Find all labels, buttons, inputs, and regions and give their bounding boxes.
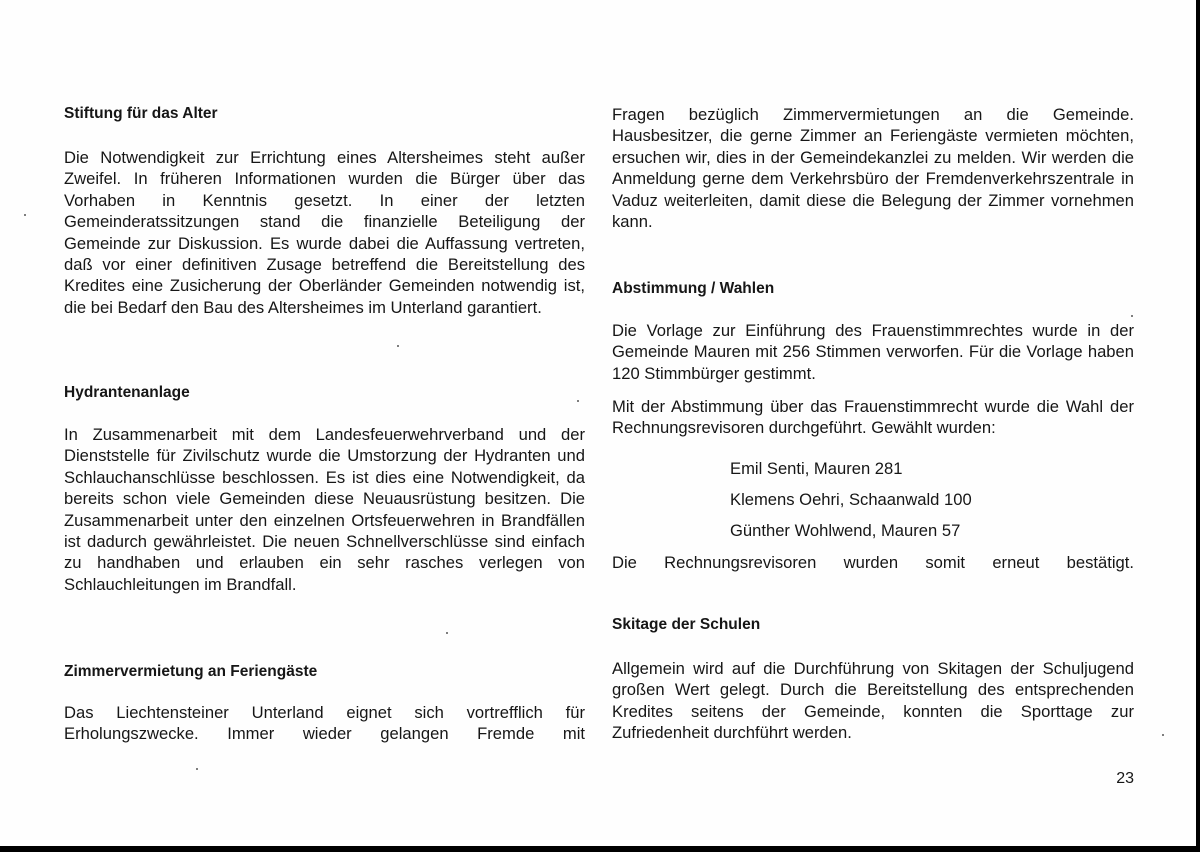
heading-stiftung-fuer-das-alter: Stiftung für das Alter [64, 105, 218, 122]
scan-speck [196, 768, 198, 770]
paragraph-zimmervermietung: Das Liechtensteiner Unterland eignet sich vortrefflich für Erholungszwecke. Immer wieder gelangen Fremde mit [64, 703, 585, 744]
scan-speck [577, 400, 579, 402]
elected-person: Klemens Oehri, Schaanwald 100 [730, 490, 972, 509]
scan-speck [24, 214, 26, 216]
paragraph-hydrantenanlage: In Zusammenarbeit mit dem Landesfeuerwehrverband und der Dienststelle für Zivilschutz wurde die Umstorzung der Hydranten und Schlauchanschlüsse beschlossen. Es ist dies eine Notwendigkeit, da bereits schon viele Gemeinden diese Neuausrüstung besitzen. Die Zusammenarbeit unter den einzelnen Ortsfeuerwehren in Brandfällen ist dadurch gewährleistet. Die neuen Schnellverschlüsse sind einfach zu handhaben und erlauben ein sehr rasches verlegen von Schlauchleitungen im Brandfall. [64, 425, 585, 594]
paragraph-bestaetigung: Die Rechnungsrevisoren wurden somit erneut bestätigt. [612, 553, 1134, 572]
scan-speck [1131, 315, 1133, 317]
page-number: 23 [1116, 770, 1134, 787]
paragraph-frauenstimmrecht-vorlage: Die Vorlage zur Einführung des Frauenstimmrechtes wurde in der Gemeinde Mauren mit 256 Stimmen verworfen. Für die Vorlage haben 120 Stimmbürger gestimmt. [612, 321, 1134, 383]
paragraph-zimmervermietung-continued: Fragen bezüglich Zimmervermietungen an die Gemeinde. Hausbesitzer, die gerne Zimmer an Feriengäste vermieten möchten, ersuchen wir, dies in der Gemeindekanzlei zu melden. Wir werden die Anmeldung gerne dem Verkehrsbüro der Fremdenverkehrszentrale in Vaduz weiterleiten, damit diese die Belegung der Zimmer vornehmen kann. [612, 105, 1134, 232]
heading-abstimmung-wahlen: Abstimmung / Wahlen [612, 280, 775, 297]
heading-zimmervermietung: Zimmervermietung an Feriengäste [64, 663, 318, 680]
heading-skitage-der-schulen: Skitage der Schulen [612, 616, 761, 633]
elected-person: Emil Senti, Mauren 281 [730, 459, 903, 478]
heading-hydrantenanlage: Hydrantenanlage [64, 384, 190, 401]
scan-speck [397, 345, 399, 347]
paragraph-skitage: Allgemein wird auf die Durchführung von Skitagen der Schuljugend großen Wert gelegt. Durch die Bereitstellung des entsprechenden Kredites seitens der Gemeinde, konnten die Sporttage zur Zufriedenheit durchführt werden. [612, 659, 1134, 743]
scan-speck [1162, 734, 1164, 736]
elected-person: Günther Wohlwend, Mauren 57 [730, 521, 961, 540]
paragraph-wahl-rechnungsrevisoren: Mit der Abstimmung über das Frauenstimmrecht wurde die Wahl der Rechnungsrevisoren durchgeführt. Gewählt wurden: [612, 397, 1134, 438]
paragraph-stiftung: Die Notwendigkeit zur Errichtung eines Altersheimes steht außer Zweifel. In früheren Informationen wurden die Bürger über das Vorhaben in Kenntnis gesetzt. In einer der letzten Gemeinderatssitzungen stand die finanzielle Beteiligung der Gemeinde zur Diskussion. Es wurde dabei die Auffassung vertreten, daß vor einer definitiven Zusage betreffend die Bereitstellung des Kredites eine Zusicherung der Oberländer Gemeinden notwendig ist, die bei Bedarf den Bau des Altersheimes im Unterland garantiert. [64, 148, 585, 317]
scan-speck [446, 632, 448, 634]
